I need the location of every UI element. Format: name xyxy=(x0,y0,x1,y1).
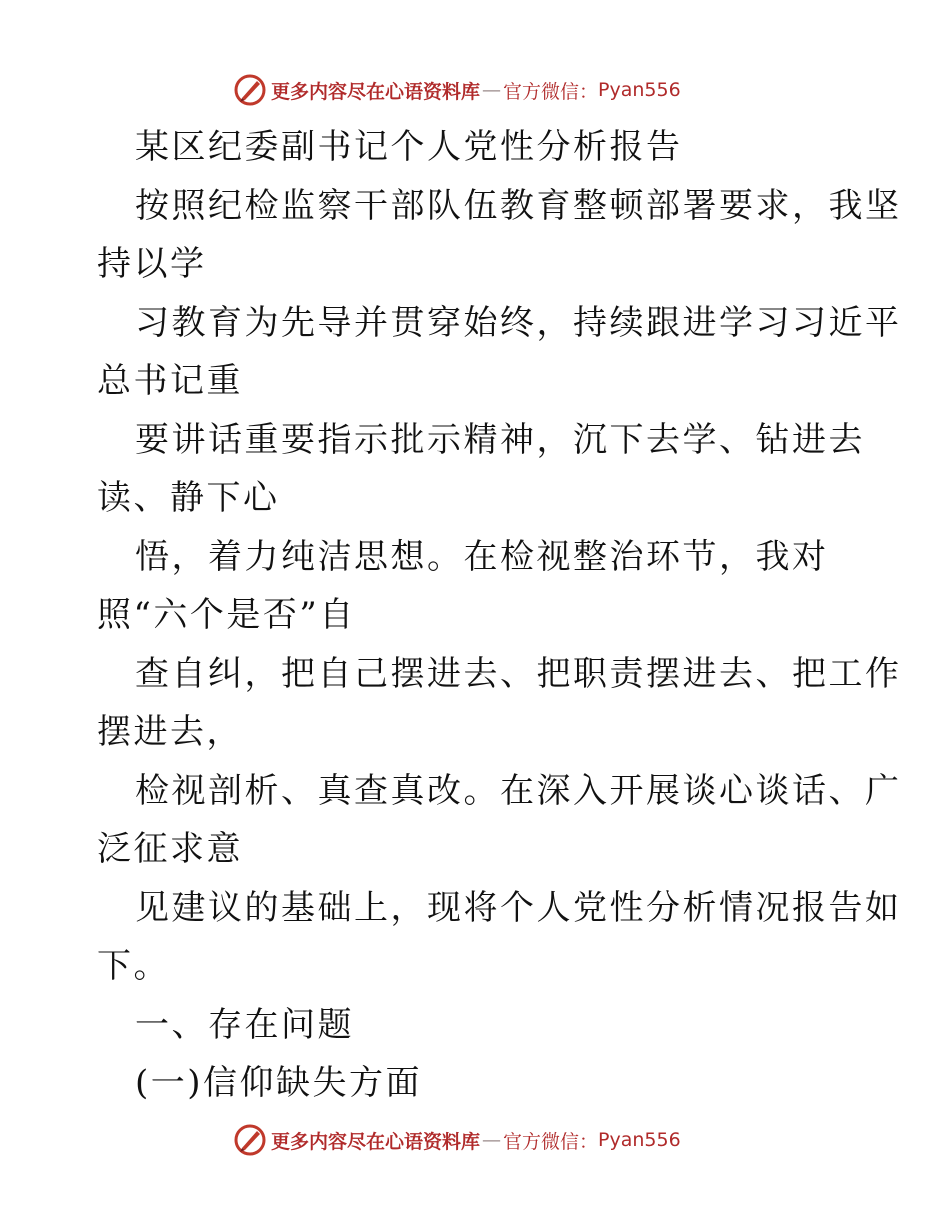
paragraph-line: 见建议的基础上，现将个人党性分析情况报告如 xyxy=(135,887,902,928)
paragraph-line: 检视剖析、真查真改。在深入开展谈心谈话、广 xyxy=(135,770,902,811)
paragraph-line: 泛征求意 xyxy=(97,829,243,869)
paragraph-line: 悟，着力纯洁思想。在检视整治环节，我对 xyxy=(135,536,829,577)
banner-brand-text: 更多内容尽在心语资料库 xyxy=(271,1130,481,1153)
paragraph-line: 查自纠，把自己摆进去、把职责摆进去、把工作 xyxy=(135,653,902,694)
document-title: 某区纪委副书记个人党性分析报告 xyxy=(135,127,683,167)
banner-wechat-id: Pyan556 xyxy=(598,79,681,101)
paragraph-line: 照“六个是否”自 xyxy=(97,595,356,635)
document-body xyxy=(97,118,902,1113)
quill-logo-icon xyxy=(233,1123,267,1157)
banner-wechat-label: 官方微信： xyxy=(503,1130,599,1153)
paragraph-line: 摆进去， xyxy=(97,712,243,752)
banner-separator: — xyxy=(482,79,502,101)
section-heading: 一、存在问题 xyxy=(135,1004,354,1045)
paragraph-line: 按照纪检监察干部队伍教育整顿部署要求，我坚 xyxy=(135,185,902,226)
paragraph-line: 持以学 xyxy=(97,244,207,284)
paragraph-line: 总书记重 xyxy=(97,361,243,401)
banner-brand-text: 更多内容尽在心语资料库 xyxy=(271,80,481,103)
banner-separator: — xyxy=(482,1129,502,1151)
header-banner xyxy=(233,70,681,110)
quill-logo-icon xyxy=(233,73,267,107)
paragraph-line: 读、静下心 xyxy=(97,478,280,518)
footer-banner xyxy=(233,1120,681,1160)
paragraph-line: 习教育为先导并贯穿始终，持续跟进学习习近平 xyxy=(135,302,902,343)
paragraph-line: 要讲话重要指示批示精神，沉下去学、钻进去 xyxy=(135,419,865,460)
subsection-heading: (一)信仰缺失方面 xyxy=(135,1063,423,1103)
banner-wechat-label: 官方微信： xyxy=(503,80,599,103)
paragraph-line: 下。 xyxy=(97,946,170,986)
banner-wechat-id: Pyan556 xyxy=(598,1129,681,1151)
